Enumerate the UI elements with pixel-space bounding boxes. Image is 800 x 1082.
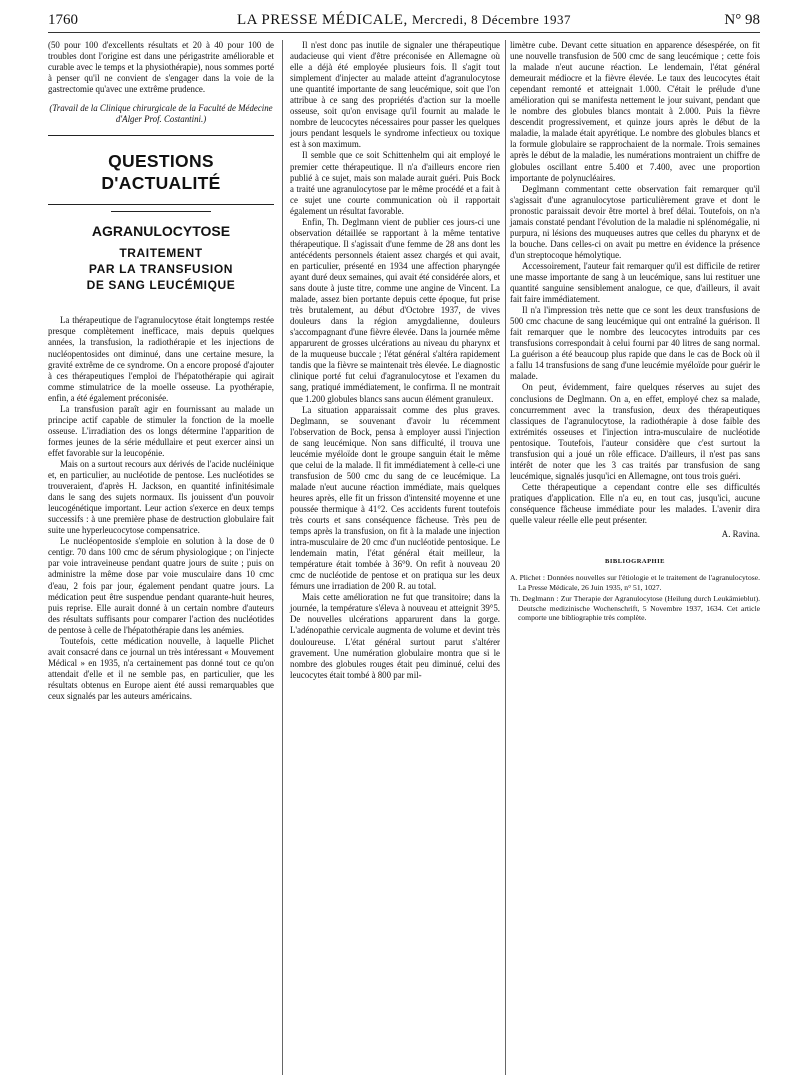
bibliography-entry: Th. Deglmann : Zur Therapie der Agranulocytose (Heilung durch Leukämieblut). Deutsche medizinische Wochenschrift, 5 Novembre 1937, 1634. Cet article comporte une bibliographie très complète. (510, 594, 760, 623)
paragraph: On peut, évidemment, faire quelques réserves au sujet des conclusions de Deglmann. On a, en effet, employé chez sa malade, concurremment avec la transfusion, deux des thérapeutiques classiques de l'agranulocytose, la radiothérapie à dose faible des extrémités osseuses et l'injection intra-musculaire de nucléotide pentosique. Toutefois, l'auteur considère que c'est surtout la transfusion qui a joué un rôle efficace. D'ailleurs, il n'est pas sans intérêt de noter que les 3 cas traités par transfusion de sang leucémique, signalés jusqu'ici en Allemagne, ont tous trois guéri. (510, 382, 760, 481)
subtitle-line: DE SANG LEUCÉMIQUE (86, 278, 236, 293)
column-rule-1 (282, 40, 283, 1075)
journal-name: LA PRESSE MÉDICALE, (236, 12, 408, 28)
page-number: 1760 (48, 12, 78, 28)
paragraph: La thérapeutique de l'agranulocytose était longtemps restée presque complètement inefficace, mais depuis quelques années, la transfusion, la radiothérapie et les injections de nucléopentosides ont diminué, dans une certaine mesure, la gravité extrême de ce syndrome. On a encore proposé d'ajouter à ces thérapeutiques l'emploi de l'hépatothérapie qui agirait comme stimulatrice de la moelle osseuse. La pyothérapie, enfin, a été également préconisée. (48, 315, 274, 403)
paragraph: limètre cube. Devant cette situation en apparence désespérée, on fit une nouvelle transfusion de 500 cmc de sang leucémique ; cette fois la malade n'eut aucune réaction. Le lendemain, l'état général demeurait médiocre et la fièvre élevée. Le taux des leucocytes était cependant remonté et atteignait 1.000. C'était le prélude d'une amélioration qui se manifesta nettement le jour suivant, pendant que le nombre des globules blancs montait à 2.000. Puis la fièvre descendit progressivement, et quinze jours après le début de la maladie, la malade était apyrétique. Le nombre des globules blancs et la formule globulaire se rapprochaient de la normale. Trois semaines après le début de la maladie, les numérations montraient un chiffre de globules oscillant entre 5.400 et 7.400, avec une proportion importante de polynucléaires. (510, 40, 760, 183)
author-signature: A. Ravina. (721, 529, 760, 540)
section-heading-box (48, 135, 274, 205)
section-heading: QUESTIONS D'ACTUALITÉ (101, 151, 221, 194)
paragraph: (50 pour 100 d'excellents résultats et 20 à 40 pour 100 de troubles dont l'origine est dans une périgastrite améliorable et curable avec le temps et la physiothérapie), nous sommes porté à penser qu'il ne convient de s'engager dans la voie de la gastrectomie qu'avec une extrême prudence. (48, 40, 274, 95)
column-rule-2 (505, 40, 506, 1075)
column-2 (290, 40, 500, 681)
page-header (48, 10, 760, 33)
paragraph: Accessoirement, l'auteur fait remarquer qu'il est difficile de retirer une masse importante de sang à un leucémique, sans lui restituer une quantité sanguine sensiblement analogue, ce que, d'ailleurs, il avait fait faire immédiatement. (510, 260, 760, 305)
paragraph: La transfusion paraît agir en fournissant au malade un principe actif capable de stimuler la fonction de la moelle osseuse. L'irradiation des os longs détermine l'apparition de formes jeunes de la série médullaire et peut exercer ainsi un effet favorable sur la leucopénie. (48, 403, 274, 458)
issue-number: N° 98 (724, 12, 760, 28)
paragraph: La situation apparaissait comme des plus graves. Deglmann, se souvenant d'avoir lu récemment l'observation de Bock, pensa à employer aussi l'injection de sang leucémique. Non sans difficulté, il trouva une leucémie myéloïde dont le groupe sanguin était le même que celui de la malade. Il fit immédiatement à celle-ci une transfusion de 500 cmc du sang de ce leucémique. La malade n'eut aucune réaction immédiate, mais quelques heures après, elle fit un frisson d'intensité moyenne et une poussée thermique à 41°2. Ces accidents furent toutefois très courts et sans conséquence fâcheuse. Très peu de temps après la transfusion, on fit à la malade une injection intra-musculaire de 20 cmc d'un nucléotide pentosique. Le lendemain matin, l'état général était meilleur, la température était tombée à 36°9. On refit à nouveau 20 cmc de nucléotide de pentose et on pratiqua sur les deux fémurs une irradiation de 200 R. au total. (290, 404, 500, 592)
article-title: AGRANULOCYTOSE (91, 223, 231, 240)
paragraph: Le nucléopentoside s'emploie en solution à la dose de 0 centigr. 70 dans 100 cmc de sérum physiologique ; on l'injecte par voie intraveineuse pendant quatre jours de suite ; puis on administre la même dose par voie musculaire dans 10 cmc d'eau, 2 fois par jour, également pendant quatre jours. La médication peut être suspendue pendant quarante-huit heures, puis reprise. Elle aurait donné à un certain nombre d'auteurs des résultats suffisants pour comparer l'action des nucléotides de pentose à celle de l'hépatothérapie dans les anémies. (48, 536, 274, 635)
paragraph: Deglmann commentant cette observation fait remarquer qu'il s'agissait d'une agranulocytose particulièrement grave et dont le pronostic paraissait devoir être mortel à bref délai. Toutefois, on n'a jamais constaté pendant l'évolution de la maladie ni splénomégalie, ni purpura, ni lésions des muqueuses autres que celles du pharynx et de la bouche. Dans celles-ci on avait pu mettre en évidence la présence d'un streptocoque hémolytique. (510, 183, 760, 260)
paragraph: Mais on a surtout recours aux dérivés de l'acide nucléinique et, en particulier, au nucléotide de pentose. Les nucléotides se trouveraient, d'après H. Jackson, en quantité infinitésimale dans le sang des sujets normaux. Ils jouissent d'un pouvoir leucogénétique important. Leur action s'exerce en deux temps successifs : à une première phase de destruction globulaire fait suite une hyperleucocytose compensatrice. (48, 458, 274, 536)
paragraph: Il n'a l'impression très nette que ce sont les deux transfusions de 500 cmc chacune de sang leucémique qui ont entraîné la guérison. Il fait remarquer que le nombre des leucocytes introduits par ces transfusions correspondait à celui fourni par 40 litres de sang normal. La guérison a été beaucoup plus rapide que dans le cas de Bock où il a fallu 14 transfusions de sang d'une leucémie myéloïde pour guérir le malade. (510, 305, 760, 382)
paragraph: Toutefois, cette médication nouvelle, à laquelle Plichet avait consacré dans ce journal un très intéressant « Mouvement Médical » en 1935, n'a certainement pas donné tout ce qu'on attendait d'elle et il ne semble pas, en particulier, que les résultats obtenus en Europe aient été aussi remarquables que ceux signalés par les auteurs américains. (48, 635, 274, 701)
subtitle-line: PAR LA TRANSFUSION (88, 262, 234, 277)
paragraph: Cette thérapeutique a cependant contre elle ses difficultés pratiques d'application. Elle n'a eu, en tout cas, jusqu'ici, aucune conséquence fâcheuse immédiate pour les malades. L'avenir dira quelle valeur réelle elle peut présenter. (510, 481, 760, 526)
article-subtitle (48, 245, 274, 293)
institution-credit: (Travail de la Clinique chirurgicale de la Faculté de Médecine d'Alger Prof. Costantini.) (49, 103, 273, 125)
paragraph: Il n'est donc pas inutile de signaler une thérapeutique audacieuse qui vient d'être préconisée en Allemagne où elle a déjà été employée plusieurs fois. Il s'agit tout simplement d'injecter au malade atteint d'agranulocytose une quantité importante de sang leucémique, soit que l'on attribue à ce sang des propriétés d'action sur la moelle osseuse, soit qu'on envisage qu'il fournit au malade le nombre de leucocytes nécessaires pour passer les quelques jours pendant lesquels le syndrome infectieux ou toxique est à son maximum. (290, 40, 500, 150)
column-1 (48, 40, 274, 702)
paragraph: Il semble que ce soit Schittenhelm qui ait employé le premier cette thérapeutique. Il n'a d'ailleurs encore rien publié à ce sujet, mais son malade aurait guéri. Puis Bock a traité une agranulocytose par le même procédé et a fait à ce sujet une courte communication où il rapportait également un résultat favorable. (290, 150, 500, 216)
column-3 (510, 40, 760, 625)
issue-date: Mercredi, 8 Décembre 1937 (411, 12, 572, 27)
journal-title (48, 12, 760, 29)
divider (111, 211, 211, 212)
bibliography-entry: A. Plichet : Données nouvelles sur l'étiologie et le traitement de l'agranulocytose. La Presse Médicale, 26 Juin 1935, n° 51, 1027. (510, 573, 760, 592)
bibliography-title: BIBLIOGRAPHIE (605, 558, 665, 566)
paragraph: Enfin, Th. Deglmann vient de publier ces jours-ci une observation détaillée se rapportant à la même tentative thérapeutique. Il s'agissait d'une femme de 28 ans dont les antécédents personnels étaient assez chargés et qui avait, en particulier, présenté en 1934 une affection pharyngée ayant duré deux semaines, qui avait été considérée alors, et sans doute à juste titre, comme une angine de Vincent. La malade, assez bien portante depuis cette époque, fut prise très brutalement, au début d'Octobre 1937, de vives douleurs dans la région amygdalienne, douleurs s'accompagnant d'une fièvre élevée. Dans la journée même apparurent de grosses ulcérations au niveau du pharynx et de la muqueuse buccale ; l'état général s'altéra rapidement tandis que la fièvre se maintenait très élevée. Le diagnostic clinique porté fut celui d'agranulocytose et l'examen du sang, pratiqué immédiatement, le confirma. Il ne montrait que 1.200 globules blancs sans aucun élément granuleux. (290, 216, 500, 404)
paragraph: Mais cette amélioration ne fut que transitoire; dans la journée, la température s'éleva à nouveau et atteignit 39°5. De nouvelles ulcérations apparurent dans la gorge. L'adénopathie cervicale augmenta de volume et devint très douloureuse. L'état général surtout parut s'altérer gravement. Une numération globulaire montra que si le nombre des globules rouges était peu diminué, celui des leucocytes était tombé à 800 par mil- (290, 592, 500, 680)
subtitle-line: TRAITEMENT (119, 246, 203, 261)
